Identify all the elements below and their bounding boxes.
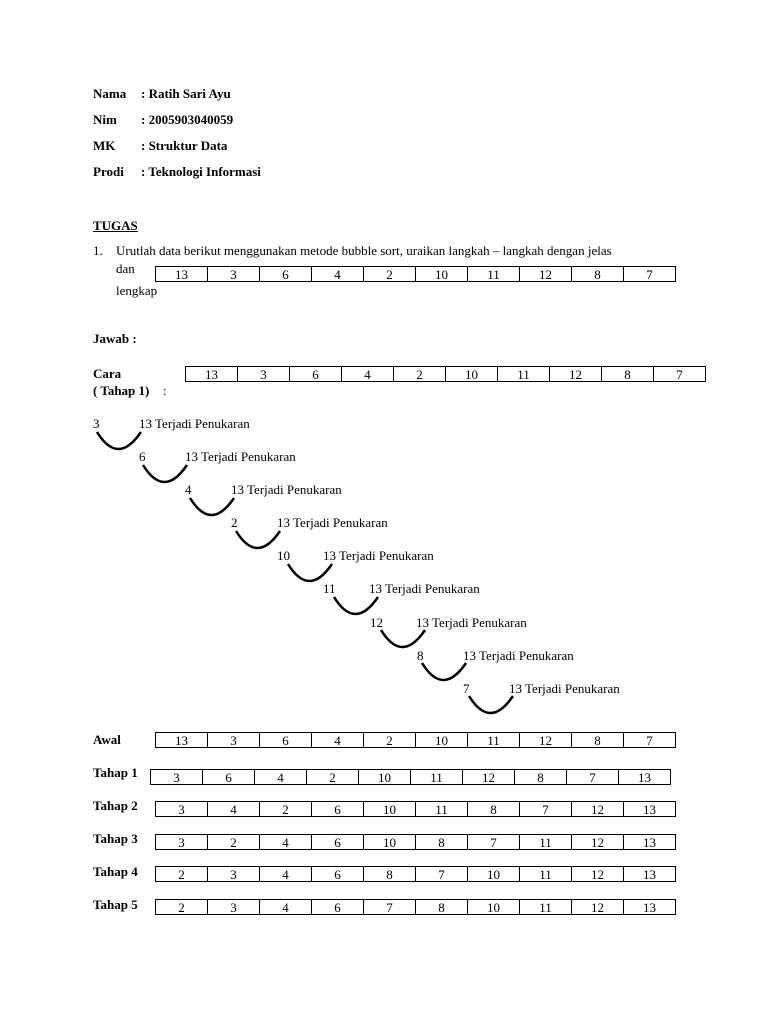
- array-cell: 12: [571, 801, 624, 817]
- name-value: : Ratih Sari Ayu: [141, 86, 231, 101]
- array-cell: 13: [155, 732, 208, 748]
- tugas-title: TUGAS: [93, 218, 138, 233]
- swap-text: 13 Terjadi Penukaran: [509, 681, 620, 696]
- swap-text: 13 Terjadi Penukaran: [369, 581, 480, 596]
- array-cell: 8: [415, 899, 468, 915]
- swap-text: 13 Terjadi Penukaran: [139, 416, 250, 431]
- array-cell: 4: [207, 801, 260, 817]
- array-cell: 12: [571, 899, 624, 915]
- swap-arc-icon: [332, 595, 382, 621]
- tahap-colon: :: [163, 383, 167, 398]
- pass-array: [155, 899, 676, 915]
- array-cell: 12: [519, 732, 572, 748]
- array-cell: 13: [618, 769, 671, 785]
- question-number: 1.: [93, 243, 103, 258]
- array-cell: 11: [467, 266, 520, 282]
- pass-array: [150, 769, 671, 785]
- row-label: Tahap 2: [93, 798, 138, 813]
- swap-number: 12: [370, 615, 383, 630]
- array-cell: 3: [207, 266, 260, 282]
- array-cell: 2: [306, 769, 359, 785]
- row-label: Tahap 5: [93, 897, 138, 912]
- pass-array: [155, 801, 676, 817]
- array-cell: 7: [363, 899, 416, 915]
- array-cell: 6: [311, 866, 364, 882]
- question-line-3: lengkap: [116, 283, 158, 298]
- array-cell: 3: [150, 769, 203, 785]
- array-cell: 10: [445, 366, 498, 382]
- array-cell: 4: [341, 366, 394, 382]
- mk-label: MK: [93, 138, 116, 153]
- array-cell: 7: [623, 732, 676, 748]
- prodi-label: Prodi: [93, 164, 124, 179]
- array-cell: 12: [519, 266, 572, 282]
- array-cell: 2: [207, 834, 260, 850]
- pass-array: [155, 834, 676, 850]
- array-cell: 2: [363, 266, 416, 282]
- array-cell: 13: [155, 266, 208, 282]
- array-cell: 10: [358, 769, 411, 785]
- swap-text: 13 Terjadi Penukaran: [323, 548, 434, 563]
- array-cell: 11: [410, 769, 463, 785]
- swap-arc-icon: [141, 463, 191, 489]
- array-cell: 12: [549, 366, 602, 382]
- array-cell: 13: [185, 366, 238, 382]
- swap-text: 13 Terjadi Penukaran: [416, 615, 527, 630]
- swap-arc-icon: [286, 562, 336, 588]
- array-cell: 8: [571, 732, 624, 748]
- question-line-2: dan: [116, 261, 135, 276]
- array-cell: 2: [393, 366, 446, 382]
- swap-text: 13 Terjadi Penukaran: [231, 482, 342, 497]
- cara-label: Cara: [93, 366, 122, 381]
- pass-array: [155, 866, 676, 882]
- array-cell: 4: [259, 834, 312, 850]
- nim-label: Nim: [93, 112, 117, 127]
- array-cell: 4: [259, 866, 312, 882]
- array-cell: 12: [571, 866, 624, 882]
- array-cell: 13: [623, 801, 676, 817]
- row-label: Awal: [93, 732, 121, 747]
- array-cell: 10: [467, 866, 520, 882]
- array-cell: 8: [415, 834, 468, 850]
- array-cell: 3: [207, 899, 260, 915]
- array-cell: 11: [519, 866, 572, 882]
- array-cell: 7: [566, 769, 619, 785]
- nim-value: : 2005903040059: [141, 112, 234, 127]
- array-cell: 2: [155, 866, 208, 882]
- array-cell: 11: [519, 834, 572, 850]
- array-cell: 7: [415, 866, 468, 882]
- array-cell: 8: [514, 769, 567, 785]
- swap-number: 11: [323, 581, 336, 596]
- array-cell: 4: [259, 899, 312, 915]
- swap-arc-icon: [379, 628, 429, 654]
- array-cell: 6: [311, 801, 364, 817]
- array-cell: 6: [311, 899, 364, 915]
- array-cell: 10: [363, 801, 416, 817]
- array-cell: 4: [311, 266, 364, 282]
- array-cell: 8: [363, 866, 416, 882]
- array-cell: 11: [415, 801, 468, 817]
- row-label: Tahap 3: [93, 831, 138, 846]
- cara-array: [185, 366, 706, 382]
- array-cell: 10: [467, 899, 520, 915]
- array-cell: 4: [254, 769, 307, 785]
- array-cell: 3: [155, 834, 208, 850]
- array-cell: 3: [237, 366, 290, 382]
- swap-number: 8: [417, 648, 424, 663]
- array-cell: 12: [571, 834, 624, 850]
- array-cell: 11: [467, 732, 520, 748]
- array-cell: 8: [571, 266, 624, 282]
- array-cell: 10: [415, 266, 468, 282]
- array-cell: 10: [363, 834, 416, 850]
- array-cell: 8: [467, 801, 520, 817]
- array-cell: 10: [415, 732, 468, 748]
- swap-text: 13 Terjadi Penukaran: [185, 449, 296, 464]
- array-cell: 3: [207, 866, 260, 882]
- swap-arc-icon: [188, 496, 238, 522]
- swap-text: 13 Terjadi Penukaran: [277, 515, 388, 530]
- array-cell: 12: [462, 769, 515, 785]
- array-cell: 8: [601, 366, 654, 382]
- array-cell: 3: [207, 732, 260, 748]
- mk-value: : Struktur Data: [141, 138, 228, 153]
- array-cell: 13: [623, 834, 676, 850]
- pass-array: [155, 732, 676, 748]
- swap-number: 10: [277, 548, 290, 563]
- swap-text: 13 Terjadi Penukaran: [463, 648, 574, 663]
- array-cell: 2: [259, 801, 312, 817]
- array-cell: 11: [497, 366, 550, 382]
- jawab-title: Jawab :: [93, 331, 137, 346]
- array-cell: 2: [363, 732, 416, 748]
- array-cell: 6: [202, 769, 255, 785]
- swap-arc-icon: [467, 694, 517, 720]
- swap-number: 2: [231, 515, 238, 530]
- array-cell: 3: [155, 801, 208, 817]
- array-cell: 6: [289, 366, 342, 382]
- swap-arc-icon: [95, 430, 145, 456]
- question-array: [155, 266, 676, 282]
- array-cell: 13: [623, 899, 676, 915]
- swap-arc-icon: [234, 529, 284, 555]
- question-line-1: Urutlah data berikut menggunakan metode bubble sort, uraikan langkah – langkah dengan jelas: [116, 243, 612, 258]
- name-label: Nama: [93, 86, 127, 101]
- array-cell: 6: [311, 834, 364, 850]
- row-label: Tahap 1: [93, 765, 138, 780]
- array-cell: 7: [519, 801, 572, 817]
- swap-number: 7: [463, 681, 470, 696]
- swap-number: 4: [185, 482, 192, 497]
- array-cell: 6: [259, 732, 312, 748]
- array-cell: 7: [623, 266, 676, 282]
- swap-number: 3: [93, 416, 100, 431]
- tahap-label: ( Tahap 1): [93, 383, 150, 398]
- array-cell: 7: [653, 366, 706, 382]
- swap-number: 6: [139, 449, 146, 464]
- array-cell: 11: [519, 899, 572, 915]
- array-cell: 4: [311, 732, 364, 748]
- array-cell: 13: [623, 866, 676, 882]
- array-cell: 6: [259, 266, 312, 282]
- row-label: Tahap 4: [93, 864, 138, 879]
- swap-arc-icon: [420, 661, 470, 687]
- array-cell: 2: [155, 899, 208, 915]
- prodi-value: : Teknologi Informasi: [141, 164, 261, 179]
- array-cell: 7: [467, 834, 520, 850]
